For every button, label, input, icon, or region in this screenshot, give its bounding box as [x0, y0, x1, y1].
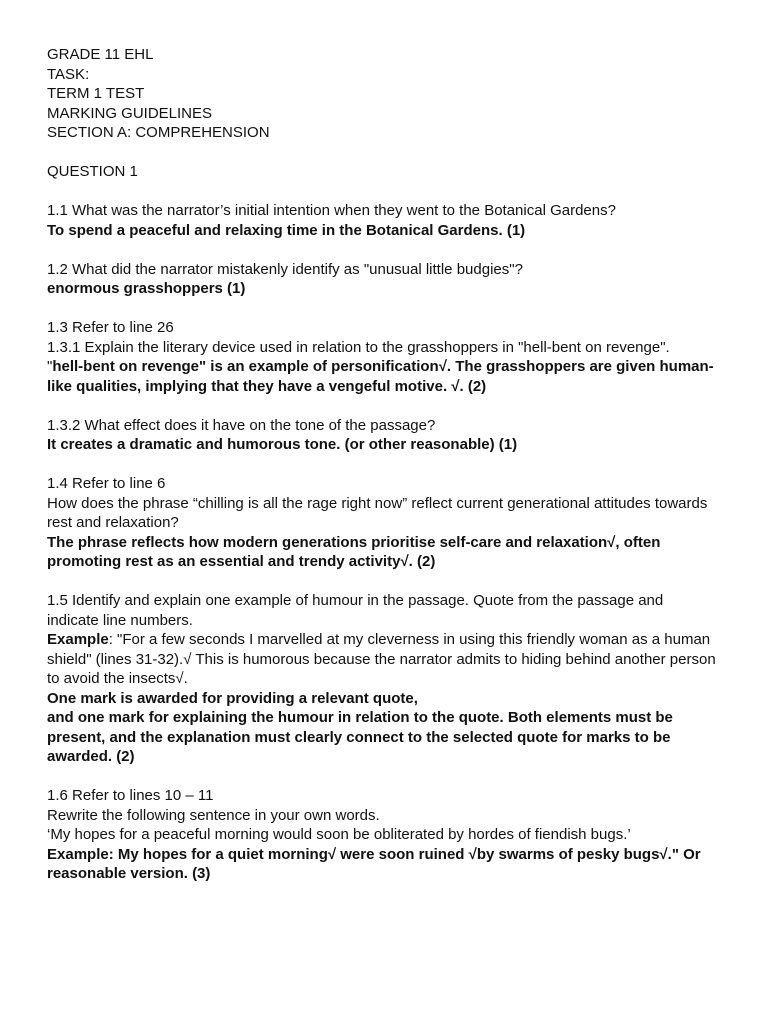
answer-1-3-1-quote: ": [47, 358, 53, 375]
answer-1-6: Example: My hopes for a quiet morning√ were soon ruined √by swarms of pesky bugs√." Or reasonable version. (3): [47, 845, 705, 882]
question-1-6-ref: 1.6 Refer to lines 10 – 11: [47, 787, 214, 804]
answer-1-3-1-text: hell-bent on revenge" is an example of personification√. The grasshoppers are given human-like qualities, implying that they have a vengeful motive. √. (2): [47, 358, 714, 395]
answer-1-2: enormous grasshoppers (1): [47, 280, 246, 297]
question-1-2: 1.2 What did the narrator mistakenly identify as "unusual little budgies"?: [47, 260, 523, 278]
marking-note-1: One mark is awarded for providing a relevant quote,: [47, 689, 418, 707]
question-1-4: How does the phrase “chilling is all the rage right now” reflect current generational attitudes towards rest and relaxation?: [47, 494, 712, 531]
section-line: SECTION A: COMPREHENSION: [47, 124, 270, 141]
marking-note-2: and one mark for explaining the humour in relation to the quote. Both elements must be present, and the explanation must clearly connect to the selected quote for marks to be awarded. (2): [47, 709, 678, 765]
example-label: Example: [47, 631, 109, 648]
answer-1-3-2: It creates a dramatic and humorous tone. (or other reasonable) (1): [47, 436, 518, 453]
question-1-3-1: 1.3.1 Explain the literary device used in relation to the grasshoppers in "hell-bent on revenge".: [47, 338, 670, 356]
question-1-6-instruction: Rewrite the following sentence in your own words.: [47, 806, 380, 824]
question-1-4-ref: 1.4 Refer to line 6: [47, 475, 166, 492]
question-1-5: 1.5 Identify and explain one example of humour in the passage. Quote from the passage and indicate line numbers.: [47, 592, 668, 629]
answer-1-4: The phrase reflects how modern generations prioritise self-care and relaxation√, often promoting rest as an essential and trendy activity√. (2): [47, 533, 665, 570]
question-1-1: 1.1 What was the narrator’s initial intention when they went to the Botanical Gardens?: [47, 202, 616, 219]
answer-1-5-example: [47, 630, 720, 689]
question-1-6-sentence: ‘My hopes for a peaceful morning would soon be obliterated by hordes of fiendish bugs.’: [47, 826, 631, 843]
question-title: QUESTION 1: [47, 163, 138, 180]
guidelines-line: MARKING GUIDELINES: [47, 104, 213, 122]
question-1-3-2: 1.3.2 What effect does it have on the tone of the passage?: [47, 416, 436, 434]
task-line: TASK:: [47, 65, 90, 83]
answer-1-3-1: [47, 357, 717, 396]
example-text: : "For a few seconds I marvelled at my cleverness in using this friendly woman as a human shield" (lines 31-32).√ This is humorous because the narrator admits to hiding behind another person to avoid the insects√.: [47, 631, 720, 687]
marking-guidelines: [47, 45, 720, 884]
answer-1-1: To spend a peaceful and relaxing time in the Botanical Gardens. (1): [47, 221, 526, 239]
grade-line: GRADE 11 EHL: [47, 46, 154, 63]
term-line: TERM 1 TEST: [47, 85, 145, 102]
question-1-3-ref: 1.3 Refer to line 26: [47, 319, 174, 336]
